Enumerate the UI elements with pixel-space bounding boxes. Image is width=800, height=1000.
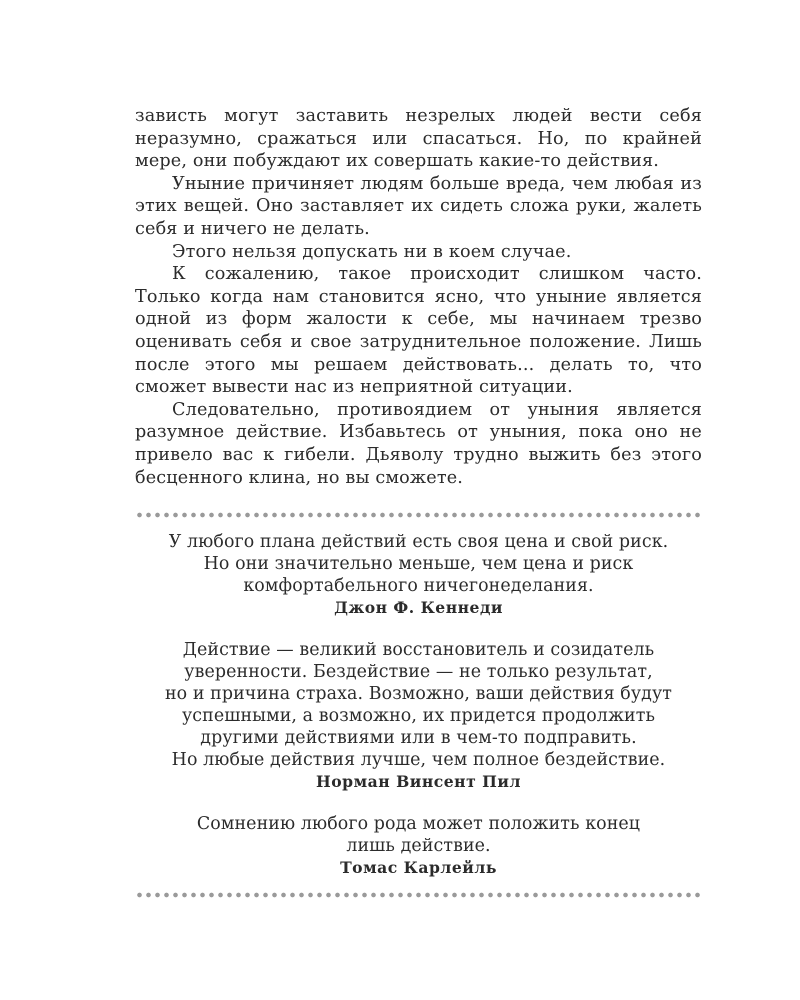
paragraph: Этого нельзя допускать ни в коем случае. [172,241,572,262]
paragraph: К сожалению, такое происходит слишком часто. Только когда нам становится ясно, что уныние является одной из форм жалости к себе, мы начинаем трезво оценивать себя и свое затруднительное положение. Лишь после этого мы решаем действовать... делать то, что сможет вывести нас из неприятной ситуации. [135,264,702,398]
quote-author: Джон Ф. Кеннеди [334,598,503,618]
paragraph: Уныние причиняет людям больше вреда, чем любая из этих вещей. Оно заставляет их сидеть сложа руки, жалеть себя и ничего не делать. [135,173,702,239]
quote-line: но и причина страха. Возможно, ваши действия будут [164,684,673,705]
quotes-section [135,531,702,879]
quote-line: У любого плана действий есть своя цена и свой риск. [168,532,669,553]
quote-author: Норман Винсент Пил [316,772,521,792]
quote-line: уверенности. Бездействие — не только результат, [184,662,653,683]
quote-line: комфортабельного ничегонеделания. [243,576,594,597]
quote-block [135,531,702,619]
paragraph: зависть могут заставить незрелых людей вести себя неразумно, сражаться или спасаться. Но, по крайней мере, они побуждают их совершать какие-то действия. [135,106,702,172]
book-page [135,105,702,899]
quote-line: лишь действие. [346,836,491,857]
quote-line: Но любые действия лучше, чем полное бездействие. [171,750,666,771]
quote-author: Томас Карлейль [340,858,497,878]
dotted-divider-top [135,511,702,519]
quote-line: Сомнению любого рода может положить конец [196,814,641,835]
quote-line: другими действиями или в чем-то подправить. [200,728,637,749]
quote-line: Но они значительно меньше, чем цена и риск [203,554,634,575]
paragraph: Следовательно, противоядием от уныния является разумное действие. Избавьтесь от уныния, пока оно не привело вас к гибели. Дьяволу трудно выжить без этого бесценного клина, но вы сможете. [135,399,702,488]
quote-block [135,813,702,879]
dotted-divider-bottom [135,891,702,899]
quote-line: успешными, а возможно, их придется продолжить [181,706,656,727]
quote-block [135,639,702,793]
quote-line: Действие — великий восстановитель и созидатель [182,640,655,661]
body-text [135,105,702,489]
